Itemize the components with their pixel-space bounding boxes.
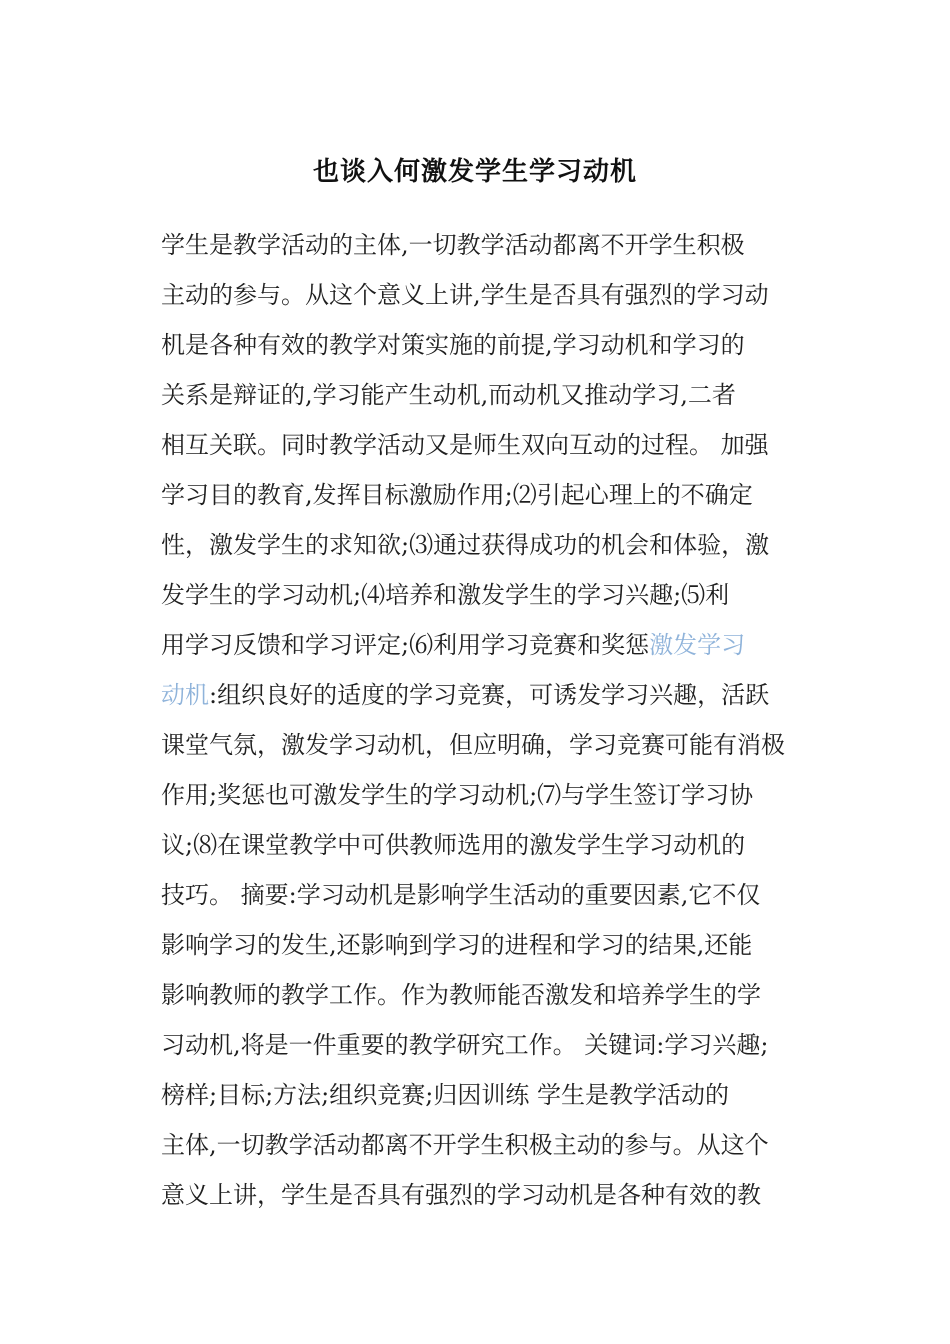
body-text-run: 用学习反馈和学习评定;⑹利用学习竞赛和奖惩 — [161, 631, 650, 659]
body-line-15 — [161, 920, 831, 970]
body-text-run: 主体,一切教学活动都离不开学生积极主动的参与。从这个 — [161, 1131, 769, 1159]
body-text-run: 机是各种有效的教学对策实施的前提,学习动机和学习的 — [161, 331, 745, 359]
body-line-18 — [161, 1070, 831, 1120]
body-line-2 — [161, 270, 831, 320]
body-line-8 — [161, 570, 831, 620]
body-line-7 — [161, 520, 831, 570]
body-line-9 — [161, 620, 831, 670]
body-text-run: 相互关联。同时教学活动又是师生双向互动的过程。 加强 — [161, 431, 769, 459]
body-line-3 — [161, 320, 831, 370]
body-line-1 — [161, 220, 831, 270]
document-title: 也谈入何激发学生学习动机 — [312, 157, 637, 187]
body-text-run: 影响学习的发生,还影响到学习的进程和学习的结果,还能 — [161, 931, 753, 959]
body-text-run: 主动的参与。从这个意义上讲,学生是否具有强烈的学习动 — [161, 281, 769, 309]
body-line-20 — [161, 1170, 831, 1220]
body-line-19 — [161, 1120, 831, 1170]
body-text-run: 议;⑻在课堂教学中可供教师选用的激发学生学习动机的 — [161, 831, 746, 859]
body-line-11 — [161, 720, 831, 770]
body-text-run: 关系是辩证的,学习能产生动机,而动机又推动学习,二者 — [161, 381, 736, 409]
body-text-run: 意义上讲，学生是否具有强烈的学习动机是各种有效的教 — [161, 1181, 761, 1209]
body-line-13 — [161, 820, 831, 870]
inline-link-motivation-part1[interactable]: 激发学习 — [649, 631, 746, 659]
body-line-12 — [161, 770, 831, 820]
body-line-10 — [161, 670, 831, 720]
body-line-14 — [161, 870, 831, 920]
body-line-16 — [161, 970, 831, 1020]
body-text-run: 性，激发学生的求知欲;⑶通过获得成功的机会和体验，激 — [161, 531, 770, 559]
body-text-run: 发学生的学习动机;⑷培养和激发学生的学习兴趣;⑸利 — [161, 581, 730, 609]
body-text-run: 学生是教学活动的主体,一切教学活动都离不开学生积极 — [161, 231, 745, 259]
body-line-5 — [161, 420, 831, 470]
body-text-run: 习动机,将是一件重要的教学研究工作。 关键词:学习兴趣; — [161, 1031, 769, 1059]
body-text-run: 作用;奖惩也可激发学生的学习动机;⑺与学生签订学习协 — [161, 781, 754, 809]
inline-link-motivation-part2[interactable]: 动机 — [161, 681, 209, 709]
body-text-run: 影响教师的教学工作。作为教师能否激发和培养学生的学 — [161, 981, 761, 1009]
body-line-6 — [161, 470, 831, 520]
body-line-17 — [161, 1020, 831, 1070]
body-text-run: 榜样;目标;方法;组织竞赛;归因训练 学生是教学活动的 — [161, 1081, 729, 1109]
document-body — [161, 220, 831, 1220]
body-text-run: :组织良好的适度的学习竞赛，可诱发学习兴趣，活跃 — [209, 681, 770, 709]
body-text-run: 技巧。 摘要:学习动机是影响学生活动的重要因素,它不仅 — [161, 881, 761, 909]
body-text-run: 学习目的教育,发挥目标激励作用;⑵引起心理上的不确定 — [161, 481, 753, 509]
body-line-4 — [161, 370, 831, 420]
body-text-run: 课堂气氛，激发学习动机，但应明确，学习竞赛可能有消极 — [161, 731, 785, 759]
